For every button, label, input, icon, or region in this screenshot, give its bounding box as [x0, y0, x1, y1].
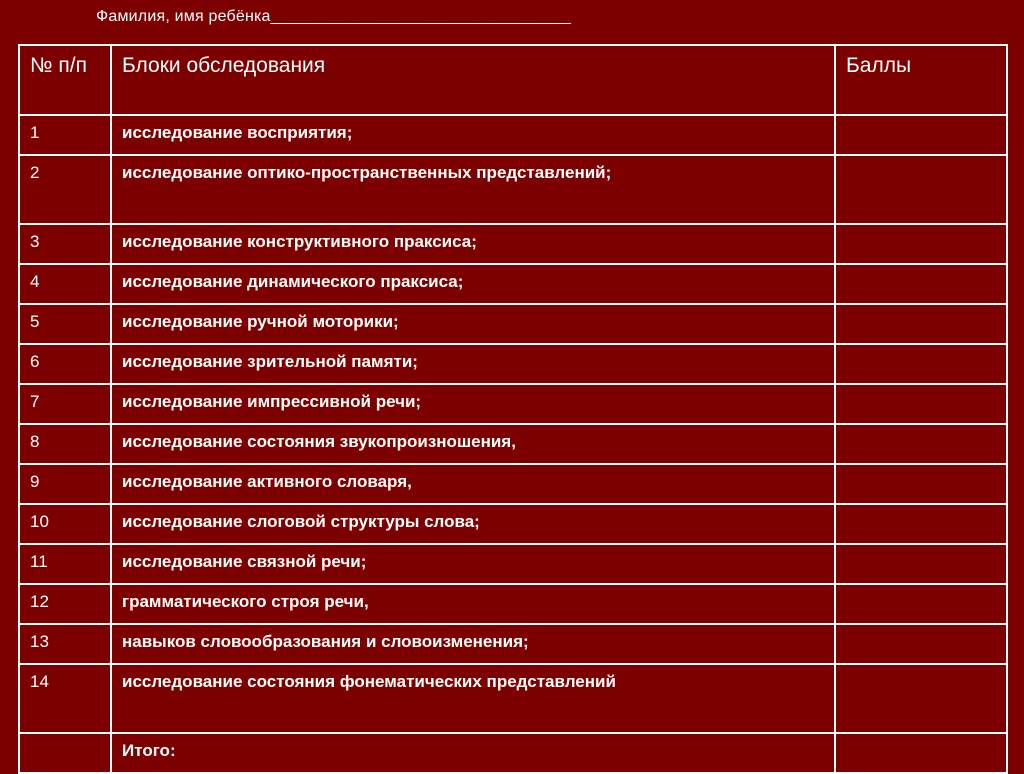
total-label: Итого: [111, 733, 835, 773]
table-row [19, 424, 1007, 464]
row-number: 5 [19, 304, 111, 344]
row-score-cell[interactable] [835, 384, 1007, 424]
row-number: 7 [19, 384, 111, 424]
row-score-cell[interactable] [835, 115, 1007, 155]
table-row [19, 304, 1007, 344]
row-block: исследование зрительной памяти; [111, 344, 835, 384]
column-header-score: Баллы [835, 45, 1007, 115]
row-number: 6 [19, 344, 111, 384]
table-row [19, 624, 1007, 664]
row-number: 9 [19, 464, 111, 504]
row-block: исследование импрессивной речи; [111, 384, 835, 424]
row-block: исследование конструктивного праксиса; [111, 224, 835, 264]
row-number: 14 [19, 664, 111, 733]
row-number [19, 733, 111, 773]
table-row [19, 384, 1007, 424]
row-score-cell[interactable] [835, 304, 1007, 344]
row-number: 4 [19, 264, 111, 304]
row-score-cell[interactable] [835, 155, 1007, 224]
row-number: 8 [19, 424, 111, 464]
row-score-cell[interactable] [835, 224, 1007, 264]
row-block: навыков словообразования и словоизменения; [111, 624, 835, 664]
assessment-table [18, 44, 1008, 774]
row-score-cell[interactable] [835, 504, 1007, 544]
row-number: 12 [19, 584, 111, 624]
row-number: 10 [19, 504, 111, 544]
row-block: исследование восприятия; [111, 115, 835, 155]
row-score-cell[interactable] [835, 544, 1007, 584]
table-row [19, 344, 1007, 384]
row-number: 1 [19, 115, 111, 155]
total-score-cell[interactable] [835, 733, 1007, 773]
row-block: грамматического строя речи, [111, 584, 835, 624]
row-block: исследование связной речи; [111, 544, 835, 584]
row-block: исследование ручной моторики; [111, 304, 835, 344]
row-number: 13 [19, 624, 111, 664]
column-header-blocks: Блоки обследования [111, 45, 835, 115]
row-score-cell[interactable] [835, 624, 1007, 664]
table-row [19, 584, 1007, 624]
row-score-cell[interactable] [835, 584, 1007, 624]
row-block: исследование оптико-пространственных представлений; [111, 155, 835, 224]
total-row [19, 733, 1007, 773]
row-block: исследование состояния фонематических представлений [111, 664, 835, 733]
table-row [19, 155, 1007, 224]
row-score-cell[interactable] [835, 464, 1007, 504]
row-block: исследование активного словаря, [111, 464, 835, 504]
row-number: 3 [19, 224, 111, 264]
table-row [19, 504, 1007, 544]
table-row [19, 664, 1007, 733]
child-name-line: Фамилия, имя ребёнка_________________________________ [96, 8, 571, 25]
column-header-number: № п/п [19, 45, 111, 115]
row-block: исследование состояния звукопроизношения, [111, 424, 835, 464]
table-row [19, 115, 1007, 155]
row-score-cell[interactable] [835, 424, 1007, 464]
row-block: исследование слоговой структуры слова; [111, 504, 835, 544]
table-row [19, 464, 1007, 504]
row-number: 2 [19, 155, 111, 224]
row-number: 11 [19, 544, 111, 584]
row-score-cell[interactable] [835, 344, 1007, 384]
row-block: исследование динамического праксиса; [111, 264, 835, 304]
table-header-row [19, 45, 1007, 115]
row-score-cell[interactable] [835, 664, 1007, 733]
row-score-cell[interactable] [835, 264, 1007, 304]
table-row [19, 544, 1007, 584]
table-row [19, 224, 1007, 264]
table-row [19, 264, 1007, 304]
